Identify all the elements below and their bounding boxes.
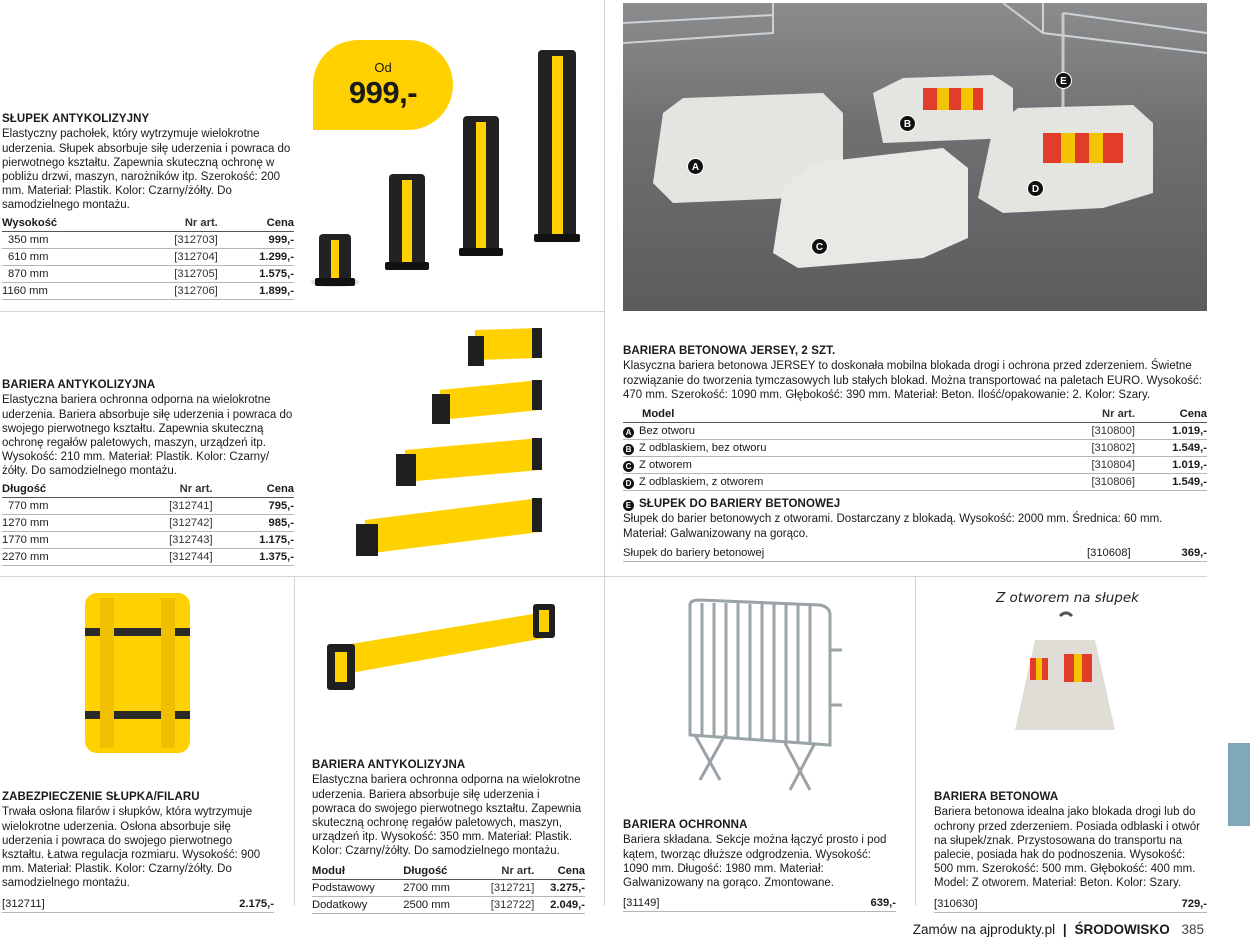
column-header: Nr art. xyxy=(471,863,534,880)
column-header: Cena xyxy=(534,863,585,880)
price-cell: 1.549,- xyxy=(1135,439,1207,456)
product-jersey xyxy=(623,344,1207,491)
length-cell: 2500 mm xyxy=(403,896,471,913)
art-cell: [312722] xyxy=(471,896,534,913)
product-title: BARIERA OCHRONNA xyxy=(623,819,748,831)
table-row xyxy=(2,282,294,299)
page-number: 385 xyxy=(1181,922,1204,937)
product-bariera-antykolizyjna-duza xyxy=(312,758,585,914)
promo-from-label: Od xyxy=(374,60,392,75)
table-row xyxy=(623,473,1207,490)
model-cell xyxy=(623,439,1016,456)
model-label: Z odblaskiem, z otworem xyxy=(639,475,764,488)
price-cell: 1.575,- xyxy=(218,265,294,282)
column-header: Nr art. xyxy=(111,481,213,498)
price-cell: 1.019,- xyxy=(1135,456,1207,473)
product-description: Bariera betonowa idealna jako blokada drogi lub do ochrony przed zderzeniem. Posiada odblaski i otwór na słupek/znak. Przystosowana do transportu na palecie, posiada hak do podnoszenia. Wysokość: 500 mm. Szerokość: 500 mm. Głębokość: 400 mm. Model: Z otworem. Materiał: Beton. Kolor: Szary. xyxy=(934,806,1200,890)
art-cell: [312706] xyxy=(123,282,218,299)
marker-a: A xyxy=(623,427,634,438)
price-cell: 985,- xyxy=(213,514,294,531)
table-row xyxy=(312,879,585,896)
marker-e: E xyxy=(623,500,634,511)
size-cell: 350 mm xyxy=(2,231,123,248)
art-cell: [310804] xyxy=(1016,456,1135,473)
footer-separator: | xyxy=(1062,922,1067,937)
price-cell: 999,- xyxy=(218,231,294,248)
column-header: Moduł xyxy=(312,863,403,880)
art-cell: [312704] xyxy=(123,248,218,265)
model-cell xyxy=(623,473,1016,490)
jersey-barrier-photo xyxy=(623,3,1207,311)
column-header: Wysokość xyxy=(2,215,123,232)
barriers-image xyxy=(350,320,550,565)
divider xyxy=(604,0,605,576)
photo-marker-c: C xyxy=(811,238,828,255)
table-row xyxy=(2,514,294,531)
price-line xyxy=(623,545,1207,562)
table-row xyxy=(312,896,585,913)
product-description: Klasyczna bariera betonowa JERSEY to doskonała mobilna blokada drogi i ochrona przed zderzeniem. Świetne rozwiązanie do tworzenia tymczasowych lub stałych blokad. Można transportować na paletach EURO. Wysokość: 470 mm. Szerokość: 1090 mm. Głębokość: 390 mm. Materiał: Beton. Ilość/opakowanie: 2. Kolor: Szary. xyxy=(623,360,1202,401)
art-cell: [312703] xyxy=(123,231,218,248)
table-row xyxy=(623,422,1207,439)
marker-d: D xyxy=(623,478,634,489)
model-cell xyxy=(623,422,1016,439)
section-tab xyxy=(1228,743,1250,826)
table-row xyxy=(623,439,1207,456)
size-cell: 610 mm xyxy=(2,248,123,265)
footer-category: ŚRODOWISKO xyxy=(1074,922,1170,937)
art-cell: [312743] xyxy=(111,531,213,548)
marker-b: B xyxy=(623,444,634,455)
page-footer xyxy=(913,922,1204,938)
product-title: BARIERA BETONOWA xyxy=(934,791,1059,803)
art-number: [31149] xyxy=(623,897,660,910)
divider xyxy=(604,576,605,906)
product-zabezpieczenie xyxy=(2,790,274,913)
product-title: BARIERA ANTYKOLIZYJNA xyxy=(2,379,156,391)
art-cell: [310806] xyxy=(1016,473,1135,490)
column-header: Cena xyxy=(1135,406,1207,423)
column-header: Cena xyxy=(213,481,294,498)
fence-image xyxy=(680,595,850,795)
art-cell: [312742] xyxy=(111,514,213,531)
price-cell: 1.299,- xyxy=(218,248,294,265)
model-label: Z otworem xyxy=(639,458,692,471)
product-bariera-ochronna xyxy=(623,818,896,912)
divider xyxy=(294,576,295,906)
art-cell: [312744] xyxy=(111,548,213,565)
table-row xyxy=(2,548,294,565)
table-row xyxy=(2,265,294,282)
size-cell: 1160 mm xyxy=(2,282,123,299)
art-cell: [312705] xyxy=(123,265,218,282)
price-cell: 1.899,- xyxy=(218,282,294,299)
price-line xyxy=(934,896,1207,913)
price-cell: 795,- xyxy=(213,497,294,514)
column-header: Długość xyxy=(2,481,111,498)
price: 639,- xyxy=(870,897,896,910)
photo-marker-b: B xyxy=(899,115,916,132)
price-line xyxy=(2,896,274,913)
divider xyxy=(0,311,604,312)
large-barrier-image xyxy=(315,600,565,700)
price-table xyxy=(2,215,294,300)
photo-marker-e: E xyxy=(1055,72,1072,89)
product-description: Elastyczna bariera ochronna odporna na wielokrotne uderzenia. Bariera absorbuje siłę uderzenia i powraca do swojego pierwotnego kształtu. Zapewnia skuteczną ochronę regałów paletowych, maszyn, urządzeń itp. Wysokość: 350 mm. Materiał: Plastik. Kolor: Czarny/żółty. Do samodzielnego montażu. xyxy=(312,774,582,858)
price-cell: 1.549,- xyxy=(1135,473,1207,490)
art-number: [310608] xyxy=(1087,546,1131,559)
price-table xyxy=(312,863,585,914)
product-title: SŁUPEK ANTYKOLIZYJNY xyxy=(2,113,150,125)
product-description: Elastyczna bariera ochronna odporna na wielokrotne uderzenia. Bariera absorbuje siłę uderzenia i powraca do swojego pierwotnego kształtu. Zapewnia skuteczną ochronę regałów paletowych, maszyn, urządzeń itp. Wysokość: 210 mm. Materiał: Plastik. Kolor: Czarny/żółty. Do samodzielnego montażu. xyxy=(2,394,293,478)
divider xyxy=(915,576,916,906)
table-row xyxy=(2,497,294,514)
product-description: Słupek do barier betonowych z otworami. Dostarczany z blokadą. Wysokość: 2000 mm. Średnica: 60 mm. Materiał: Galwanizowany na gorąco. xyxy=(623,513,1163,540)
module-cell: Podstawowy xyxy=(312,879,403,896)
product-slupek-bariery xyxy=(623,497,1207,562)
price-cell: 1.175,- xyxy=(213,531,294,548)
product-description: Bariera składana. Sekcje można łączyć prosto i pod kątem, tworząc dłuższe odgrodzenia. Wysokość: 1090 mm. Długość: 1980 mm. Materiał: Galwanizowany na gorąco. Zmontowane. xyxy=(623,834,887,889)
table-row xyxy=(2,231,294,248)
price-table xyxy=(623,406,1207,491)
price-line xyxy=(623,895,896,912)
product-title xyxy=(623,497,1207,511)
column-header: Długość xyxy=(403,863,471,880)
photo-marker-a: A xyxy=(687,158,704,175)
product-title: BARIERA BETONOWA JERSEY, 2 SZT. xyxy=(623,345,836,357)
art-number: [310630] xyxy=(934,897,978,910)
column-header: Cena xyxy=(218,215,294,232)
product-bariera-antykolizyjna xyxy=(2,378,294,566)
product-slupek xyxy=(2,112,294,300)
table-row xyxy=(2,531,294,548)
price-table xyxy=(2,481,294,566)
model-label: Bez otworu xyxy=(639,424,695,437)
handwritten-note: Z otworem na słupek xyxy=(996,590,1139,606)
column-header: Nr art. xyxy=(123,215,218,232)
bollards-image xyxy=(305,40,595,300)
price-cell: 3.275,- xyxy=(534,879,585,896)
model-label: Z odblaskiem, bez otworu xyxy=(639,441,767,454)
module-cell: Dodatkowy xyxy=(312,896,403,913)
price: 369,- xyxy=(1181,546,1207,559)
table-row xyxy=(623,456,1207,473)
product-description: Elastyczny pachołek, który wytrzymuje wielokrotne uderzenia. Słupek absorbuje siłę uderzenia i powraca do pierwotnego kształtu. Zapewnia skuteczną ochronę w pobliżu drzwi, maszyn, narożników itp. Szerokość: 200 mm. Materiał: Plastik. Kolor: Czarny/żółty. Do samodzielnego montażu. xyxy=(2,128,291,212)
product-bariera-betonowa xyxy=(934,790,1207,913)
size-cell: 770 mm xyxy=(2,497,111,514)
price-cell: 1.375,- xyxy=(213,548,294,565)
product-title: ZABEZPIECZENIE SŁUPKA/FILARU xyxy=(2,791,200,803)
size-cell: 1770 mm xyxy=(2,531,111,548)
product-title-text: SŁUPEK DO BARIERY BETONOWEJ xyxy=(639,498,841,510)
column-header: Model xyxy=(623,406,1016,423)
art-cell: [312721] xyxy=(471,879,534,896)
size-cell: 2270 mm xyxy=(2,548,111,565)
art-cell: [310800] xyxy=(1016,422,1135,439)
price: 729,- xyxy=(1181,897,1207,910)
marker-c: C xyxy=(623,461,634,472)
column-header: Nr art. xyxy=(1016,406,1135,423)
model-cell xyxy=(623,456,1016,473)
price-cell: 2.049,- xyxy=(534,896,585,913)
promo-price: 999,- xyxy=(348,75,418,110)
photo-marker-d: D xyxy=(1027,180,1044,197)
price: 2.175,- xyxy=(239,897,274,910)
footer-link[interactable]: Zamów na ajprodukty.pl xyxy=(912,922,1056,937)
art-number: [312711] xyxy=(2,897,45,910)
price-cell: 1.019,- xyxy=(1135,422,1207,439)
size-cell: 870 mm xyxy=(2,265,123,282)
table-row xyxy=(2,248,294,265)
size-cell: 1270 mm xyxy=(2,514,111,531)
product-description: Trwała osłona filarów i słupków, która wytrzymuje wielokrotne uderzenia. Osłona absorbuje siłę uderzenia i powraca do swojego pierwotnego kształtu. Łatwa regulacja rozmiaru. Wysokość: 900 mm. Materiał: Plastik. Kolor: Czarny/żółty. Do samodzielnego montażu. xyxy=(2,806,261,890)
length-cell: 2700 mm xyxy=(403,879,471,896)
product-title: BARIERA ANTYKOLIZYJNA xyxy=(312,759,466,771)
line-label: Słupek do bariery betonowej xyxy=(623,546,765,559)
concrete-block-image xyxy=(1010,610,1120,740)
art-cell: [310802] xyxy=(1016,439,1135,456)
art-cell: [312741] xyxy=(111,497,213,514)
column-protector-image xyxy=(75,588,200,758)
